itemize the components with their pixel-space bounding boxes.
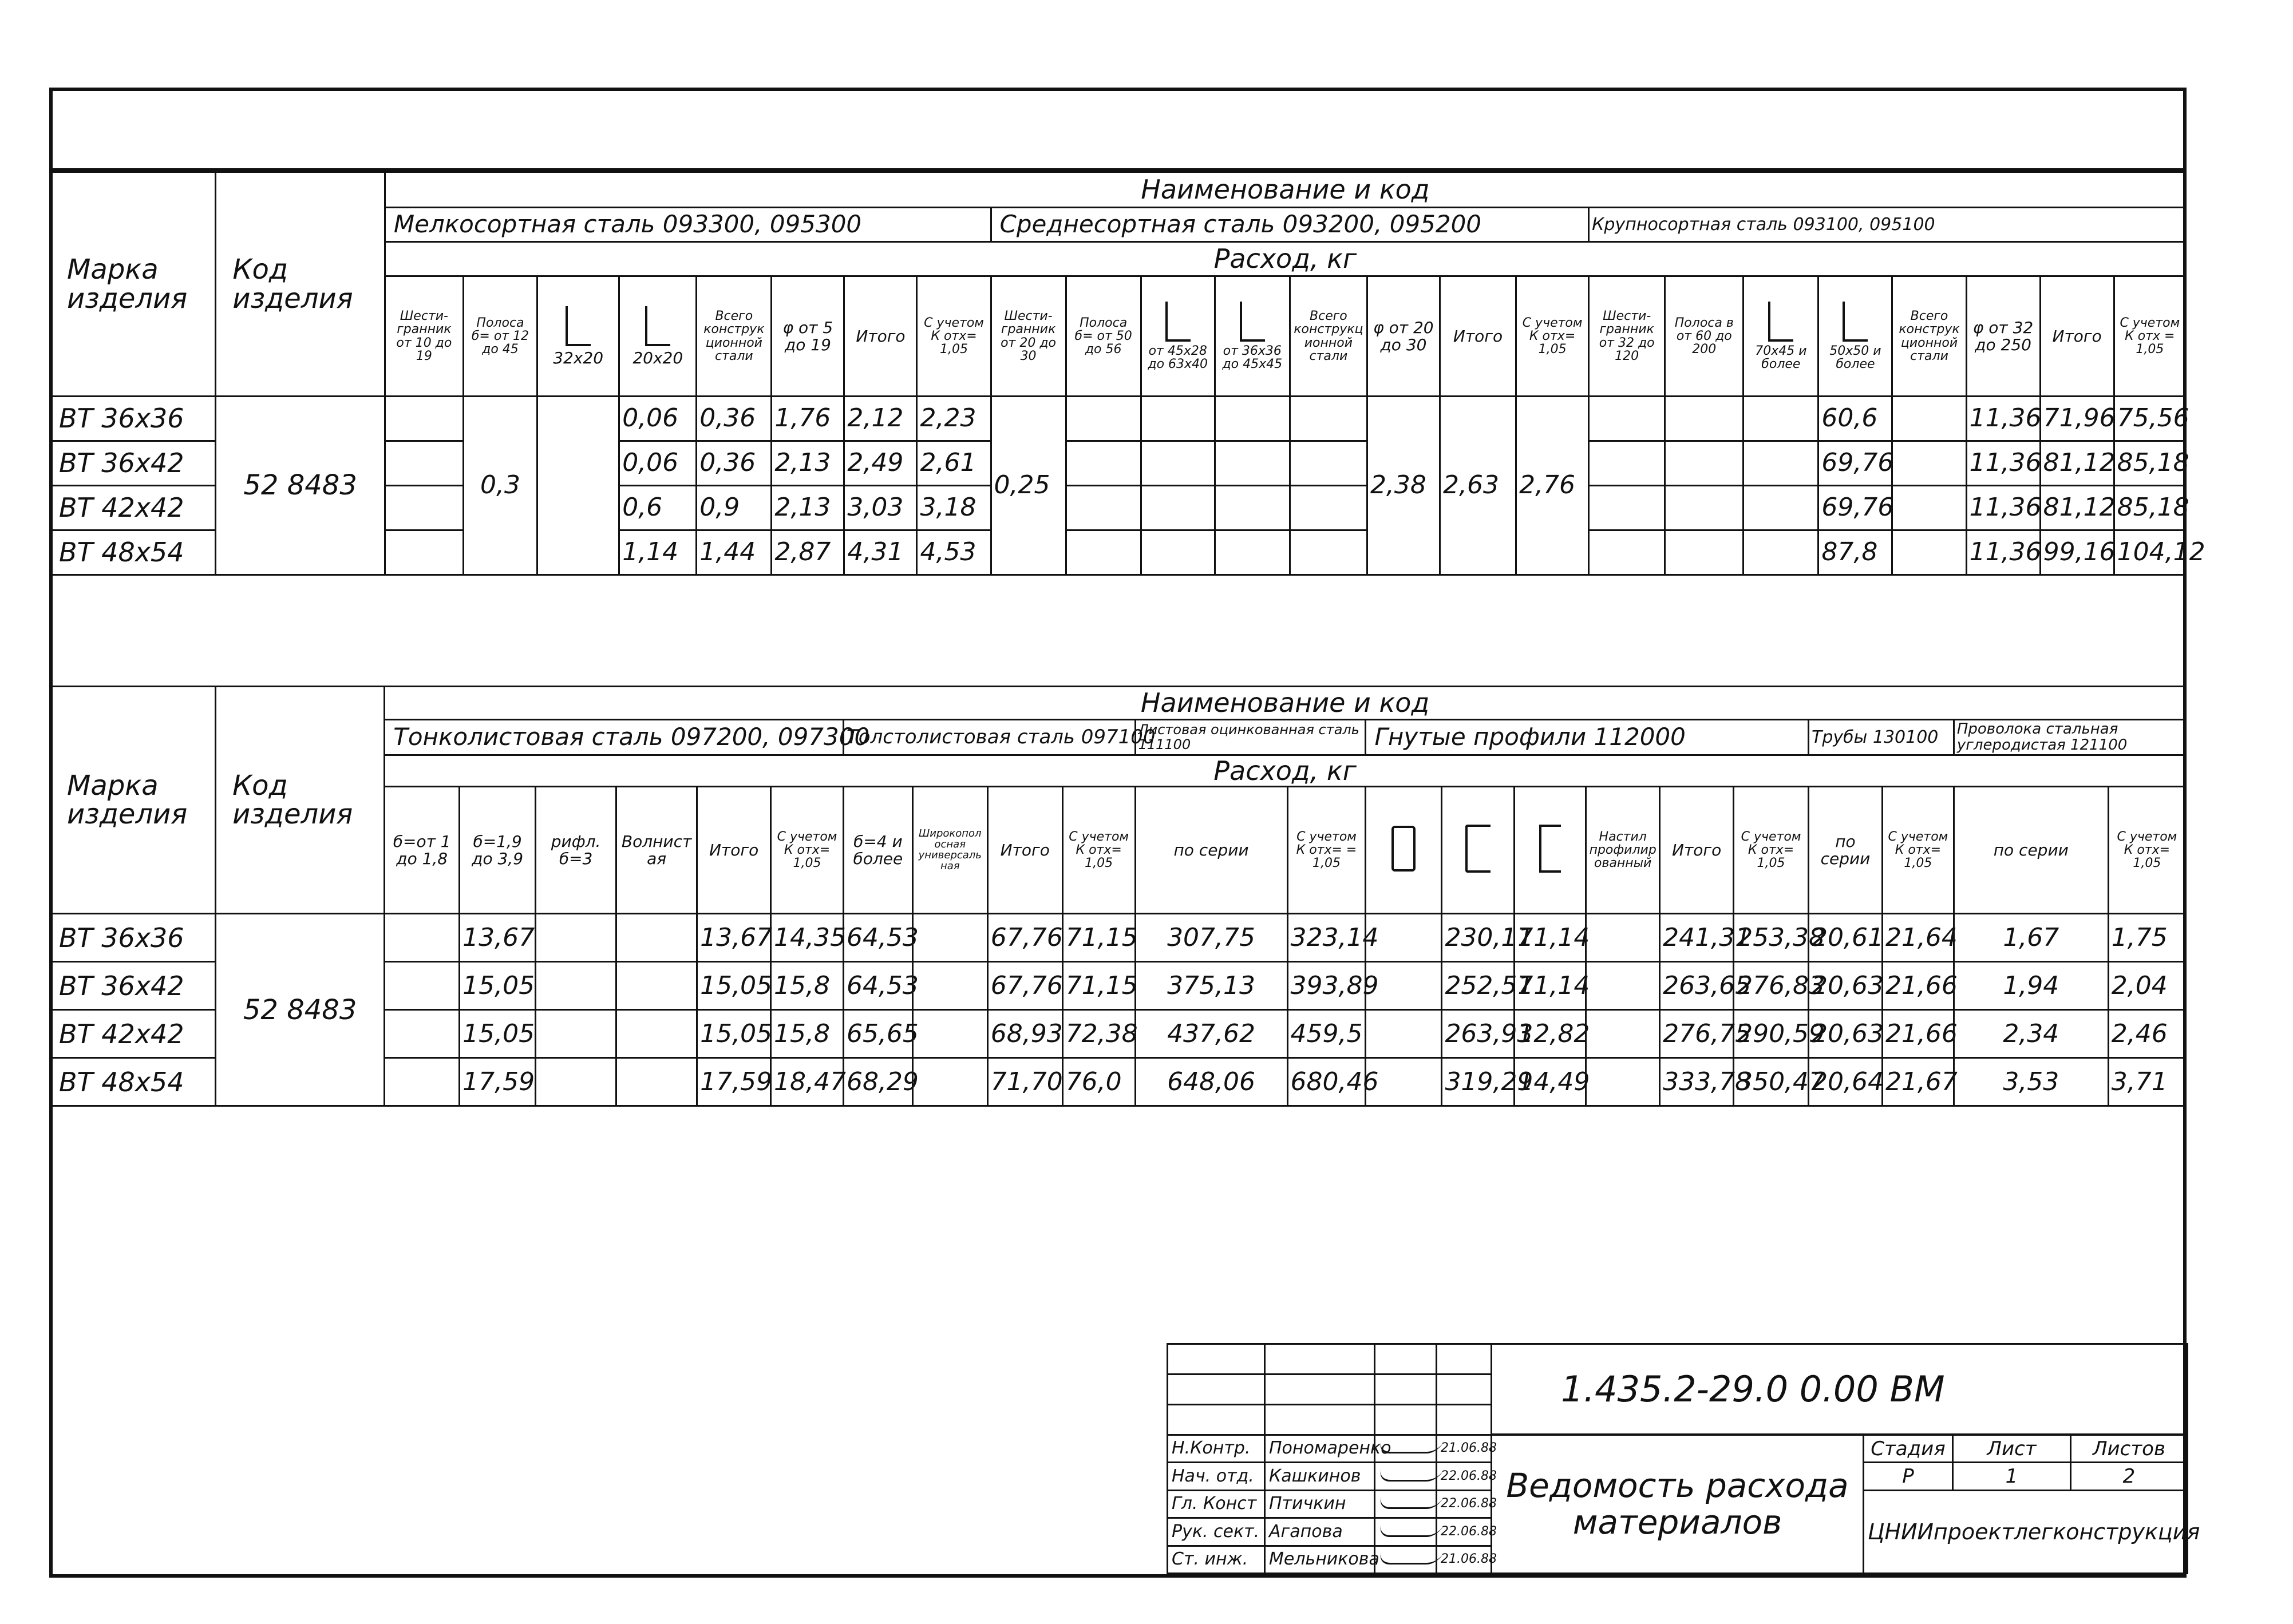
cell [1892,486,1966,530]
table-row [50,397,2186,441]
cell: 64,53 [843,914,912,962]
sub-s-angle-20x20: 20x20 [619,276,697,397]
cell: 0,36 [697,441,772,486]
signature-icon [1377,1496,1444,1509]
cell: 11,14 [1515,914,1586,962]
cell [1215,441,1290,486]
m-sum-value: 2,63 [1440,397,1516,575]
cell: 81,12 [2040,486,2114,530]
cell: 1,76 [772,397,844,441]
row-mark: ВТ 48x54 [50,530,216,575]
strip-value: 0,3 [463,397,537,575]
cell [912,1058,987,1106]
cell: 2,13 [772,486,844,530]
name-code-header: Наименование и код [385,172,2185,208]
sub-s-k: С учетом К отх= 1,05 [917,276,991,397]
cell [1215,486,1290,530]
sub-s-strip: Полоса б= от 12 до 45 [463,276,537,397]
cell [1586,962,1660,1010]
cell [1586,1058,1660,1106]
box-profile-icon [1391,826,1416,872]
cell [1892,397,1966,441]
sub-t-sum: Итого [697,787,771,914]
sub-m-k: С учетом К отх= 1,05 [1516,276,1589,397]
cell: 64,53 [843,962,912,1010]
angle-profile-icon [1165,302,1191,342]
cell [1892,530,1966,575]
cell: 1,94 [1954,962,2108,1010]
cell: 1,67 [1954,914,2108,962]
staff-date: 22.06.88 [1437,1490,1492,1518]
m-phi-value: 2,38 [1367,397,1440,575]
signature [1375,1490,1437,1518]
document-code: 1.435.2-29.0 0.00 ВМ [1492,1344,2188,1435]
col-code-header: Код изделия [216,172,385,397]
cell: 2,87 [772,530,844,575]
sub-b-channel [1442,787,1515,914]
group-small-steel: Мелкосортная сталь 093300, 095300 [385,208,991,242]
cell: 1,14 [619,530,697,575]
cell: 2,13 [772,441,844,486]
cell: 307,75 [1135,914,1287,962]
cell: 0,6 [619,486,697,530]
cell: 75,56 [2114,397,2185,441]
cell [616,914,697,962]
cell: 87,8 [1818,530,1892,575]
cell: 648,06 [1135,1058,1287,1106]
staff-date: 21.06.88 [1437,1435,1492,1462]
cell: 15,05 [697,1010,771,1058]
sub-m-total-steel: Всего конструкционной стали [1290,276,1367,397]
staff-role: Ст. инж. [1168,1546,1265,1574]
cell: 15,05 [697,962,771,1010]
staff-date: 22.06.88 [1437,1518,1492,1546]
cell: 20,64 [1809,1058,1883,1106]
cell: 69,76 [1818,486,1892,530]
cell: 11,36 [1966,530,2040,575]
product-code: 52 8483 [216,397,385,575]
cell: 437,62 [1135,1010,1287,1058]
document-title: Ведомость расхода материалов [1492,1435,1864,1573]
cell [1586,914,1660,962]
stage-label: Стадия [1864,1435,1953,1462]
cell: 71,96 [2040,397,2114,441]
sub-b-box [1366,787,1442,914]
cell: 60,6 [1818,397,1892,441]
cell [1375,1344,1437,1375]
cell: 3,71 [2108,1058,2185,1106]
cell [385,441,463,486]
cell [912,962,987,1010]
cell: 290,59 [1734,1010,1809,1058]
cell [1437,1344,1492,1375]
sub-m-hex: Шести-гранник от 20 до 30 [991,276,1066,397]
angle-profile-icon [1843,302,1868,342]
cell: 1,44 [697,530,772,575]
staff-name: Кашкинов [1265,1463,1375,1490]
cell: 241,31 [1660,914,1734,962]
cell: 230,17 [1442,914,1515,962]
cell: 0,06 [619,441,697,486]
cell: 14,35 [771,914,844,962]
cell: 680,46 [1287,1058,1366,1106]
cell [1066,441,1141,486]
table-row [50,914,2186,962]
cell: 81,12 [2040,441,2114,486]
cell [1141,397,1215,441]
cell: 2,04 [2108,962,2185,1010]
cell [616,1010,697,1058]
staff-role: Гл. Конст [1168,1490,1265,1518]
sheets-label: Листов [2071,1435,2188,1462]
sub-l-k: С учетом К отх = 1,05 [2114,276,2185,397]
cell [1141,441,1215,486]
cell: 67,76 [987,914,1062,962]
staff-date: 22.06.88 [1437,1463,1492,1490]
cell [616,962,697,1010]
cell: 2,34 [1954,1010,2108,1058]
sub-l-sum: Итого [2040,276,2114,397]
cell [1141,530,1215,575]
sheet-value: 1 [1953,1463,2071,1490]
sub-m-angle-1: от 45x28 до 63x40 [1141,276,1215,397]
cell: 0,06 [619,397,697,441]
cell [616,1058,697,1106]
cell: 276,83 [1734,962,1809,1010]
cell: 323,14 [1287,914,1366,962]
cell: 11,36 [1966,441,2040,486]
cell: 104,12 [2114,530,2185,575]
col-code-header: Код изделия [216,687,385,914]
group-thick-sheet: Толстолистовая сталь 097100 [843,720,1135,755]
cell [536,962,616,1010]
sub-b-u [1515,787,1586,914]
sub-w-k: С учетом К отх= 1,05 [2108,787,2185,914]
row-mark: ВТ 48x54 [50,1058,216,1106]
cell: 4,31 [844,530,917,575]
group-bent-profiles: Гнутые профили 112000 [1366,720,1809,755]
cell: 12,82 [1515,1010,1586,1058]
sub-w-series: по серии [1954,787,2108,914]
cell [1665,530,1744,575]
cell: 15,8 [771,962,844,1010]
cell: 71,70 [987,1058,1062,1106]
cell [1892,441,1966,486]
sub-s-hex: Шести-гранник от 10 до 19 [385,276,463,397]
sub-z-k: С учетом К отх= = 1,05 [1287,787,1366,914]
sub-b-sum: Итого [1660,787,1734,914]
sub-t-4: Волнистая [616,787,697,914]
cell [536,1010,616,1058]
sub-k-1: б=4 и более [843,787,912,914]
sub-m-phi: φ от 20 до 30 [1367,276,1440,397]
cell: 65,65 [843,1010,912,1058]
sub-t-2: б=1,9 до 3,9 [460,787,536,914]
cell: 20,63 [1809,1010,1883,1058]
angle-profile-icon [1768,302,1793,342]
cell [1366,1010,1442,1058]
cell [385,962,460,1010]
cell [537,397,619,575]
cell: 393,89 [1287,962,1366,1010]
cell: 1,75 [2108,914,2185,962]
group-thin-sheet: Тонколистовая сталь 097200, 097300 [385,720,844,755]
organization: ЦНИИпроектлегконструкция [1864,1490,2188,1573]
cell [1066,397,1141,441]
cell: 21,66 [1882,962,1954,1010]
cell [385,1010,460,1058]
sub-t-1: б=от 1 до 1,8 [385,787,460,914]
staff-name: Агапова [1265,1518,1375,1546]
cell: 11,36 [1966,486,2040,530]
signature [1375,1546,1437,1574]
cell [1066,486,1141,530]
group-large-steel: Крупносортная сталь 093100, 095100 [1589,208,2186,242]
cell [385,1058,460,1106]
cell [1665,397,1744,441]
staff-name: Пономаренко [1265,1435,1375,1462]
cell: 71,15 [1062,914,1135,962]
signature [1375,1518,1437,1546]
sub-s-sum: Итого [844,276,917,397]
sub-l-strip: Полоса в от 60 до 200 [1665,276,1744,397]
m-k-value: 2,76 [1516,397,1589,575]
cell: 0,36 [697,397,772,441]
row-mark: ВТ 36x42 [50,962,216,1010]
consumption-header: Расход, кг [385,755,2186,787]
cell: 68,93 [987,1010,1062,1058]
cell: 4,53 [917,530,991,575]
cell: 17,59 [697,1058,771,1106]
sub-p-series: по серии [1809,787,1883,914]
staff-role: Нач. отд. [1168,1463,1265,1490]
cell [385,530,463,575]
row-mark: ВТ 36x36 [50,914,216,962]
cell: 20,63 [1809,962,1883,1010]
cell [1744,441,1818,486]
sheet-label: Лист [1953,1435,2071,1462]
cell: 375,13 [1135,962,1287,1010]
cell: 13,67 [460,914,536,962]
sub-m-strip: Полоса б= от 50 до 56 [1066,276,1141,397]
signature-icon [1377,1440,1444,1453]
cell: 68,29 [843,1058,912,1106]
top-strip [49,88,2187,171]
product-code: 52 8483 [216,914,385,1106]
cell [1589,530,1665,575]
sub-b-deck: Настил профилированный [1586,787,1660,914]
cell: 85,18 [2114,486,2185,530]
cell: 11,36 [1966,397,2040,441]
cell: 15,05 [460,962,536,1010]
cell [1168,1404,1265,1435]
cell [1066,530,1141,575]
cell: 20,61 [1809,914,1883,962]
sub-s-angle-32x20: 32x20 [537,276,619,397]
cell: 15,05 [460,1010,536,1058]
cell [536,914,616,962]
cell [1215,530,1290,575]
cell: 2,61 [917,441,991,486]
cell [1168,1374,1265,1404]
cell: 459,5 [1287,1010,1366,1058]
materials-table-2 [49,686,2187,1107]
consumption-header: Расход, кг [385,242,2185,276]
cell [1375,1374,1437,1404]
cell: 253,38 [1734,914,1809,962]
cell [1586,1010,1660,1058]
m-hex-value: 0,25 [991,397,1066,575]
cell: 69,76 [1818,441,1892,486]
sub-k-2: Широкополосная универсальная [912,787,987,914]
cell [385,486,463,530]
cell: 350,47 [1734,1058,1809,1106]
cell [1265,1344,1375,1375]
cell [1437,1374,1492,1404]
cell [1744,486,1818,530]
cell: 18,47 [771,1058,844,1106]
cell: 14,49 [1515,1058,1586,1106]
cell: 2,12 [844,397,917,441]
cell: 99,16 [2040,530,2114,575]
cell: 21,67 [1882,1058,1954,1106]
cell [1665,486,1744,530]
cell: 319,29 [1442,1058,1515,1106]
cell: 0,9 [697,486,772,530]
group-wire: Проволока стальная углеродистая 121100 [1954,720,2185,755]
sub-l-angle-2: 50x50 и более [1818,276,1892,397]
cell [1215,397,1290,441]
cell: 3,03 [844,486,917,530]
sub-t-k: С учетом К отх= 1,05 [771,787,844,914]
signature-icon [1377,1551,1444,1564]
sub-k-sum: Итого [987,787,1062,914]
cell [1290,486,1367,530]
sub-s-phi: φ от 5 до 19 [772,276,844,397]
sub-t-3: рифл. б=3 [536,787,616,914]
cell: 2,49 [844,441,917,486]
cell: 72,38 [1062,1010,1135,1058]
cell [1437,1404,1492,1435]
title-block [1167,1343,2200,1574]
angle-profile-icon [645,306,670,346]
group-zinc-sheet: Листовая оцинкованная сталь 111100 [1135,720,1366,755]
row-mark: ВТ 36x36 [50,397,216,441]
sub-z-series: по серии [1135,787,1287,914]
cell [1265,1374,1375,1404]
staff-role: Рук. сект. [1168,1518,1265,1546]
cell: 263,93 [1442,1010,1515,1058]
cell [1375,1404,1437,1435]
cell [536,1058,616,1106]
cell: 21,66 [1882,1010,1954,1058]
cell: 252,57 [1442,962,1515,1010]
cell [1290,530,1367,575]
group-medium-steel: Среднесортная сталь 093200, 095200 [991,208,1589,242]
cell [1265,1404,1375,1435]
u-profile-icon [1539,825,1561,873]
cell: 21,64 [1882,914,1954,962]
cell: 76,0 [1062,1058,1135,1106]
cell [1589,397,1665,441]
sub-l-phi: φ от 32 до 250 [1966,276,2040,397]
cell: 333,78 [1660,1058,1734,1106]
staff-role: Н.Контр. [1168,1435,1265,1462]
angle-profile-icon [566,306,591,346]
staff-date: 21.06.88 [1437,1546,1492,1574]
cell [1744,397,1818,441]
cell [385,914,460,962]
stage-value: Р [1864,1463,1953,1490]
row-mark: ВТ 36x42 [50,441,216,486]
sub-p-k: С учетом К отх= 1,05 [1882,787,1954,914]
cell: 85,18 [2114,441,2185,486]
sub-m-sum: Итого [1440,276,1516,397]
cell [1665,441,1744,486]
signature [1375,1463,1437,1490]
cell [912,1010,987,1058]
row-mark: ВТ 42x42 [50,1010,216,1058]
sub-k-k: С учетом К отх= 1,05 [1062,787,1135,914]
cell [385,397,463,441]
cell: 263,65 [1660,962,1734,1010]
sub-l-hex: Шести-гранник от 32 до 120 [1589,276,1665,397]
col-mark-header: Марка изделия [50,687,216,914]
cell: 13,67 [697,914,771,962]
cell: 67,76 [987,962,1062,1010]
cell: 71,15 [1062,962,1135,1010]
cell: 276,75 [1660,1010,1734,1058]
sub-l-angle-1: 70x45 и более [1744,276,1818,397]
cell: 2,46 [2108,1010,2185,1058]
c-profile-icon [1465,825,1491,873]
sub-s-total-steel: Всего конструкционной стали [697,276,772,397]
cell: 11,14 [1515,962,1586,1010]
sub-b-k: С учетом К отх= 1,05 [1734,787,1809,914]
sub-l-total-steel: Всего конструкционной стали [1892,276,1966,397]
cell [1589,486,1665,530]
signature-icon [1377,1524,1444,1537]
signature-icon [1377,1468,1444,1482]
cell [1168,1344,1265,1375]
sub-m-angle-2: от 36x36 до 45x45 [1215,276,1290,397]
cell [1589,441,1665,486]
cell: 17,59 [460,1058,536,1106]
angle-profile-icon [1240,302,1265,342]
cell: 3,18 [917,486,991,530]
materials-table-1 [49,171,2205,576]
cell [1744,530,1818,575]
cell [1141,486,1215,530]
col-mark-header: Марка изделия [50,172,216,397]
staff-name: Птичкин [1265,1490,1375,1518]
cell: 15,8 [771,1010,844,1058]
cell: 2,23 [917,397,991,441]
row-mark: ВТ 42x42 [50,486,216,530]
cell [912,914,987,962]
group-pipes: Трубы 130100 [1809,720,1954,755]
sheets-value: 2 [2071,1463,2188,1490]
name-code-header: Наименование и код [385,687,2186,720]
cell [1290,441,1367,486]
staff-name: Мельникова [1265,1546,1375,1574]
cell [1290,397,1367,441]
cell: 3,53 [1954,1058,2108,1106]
